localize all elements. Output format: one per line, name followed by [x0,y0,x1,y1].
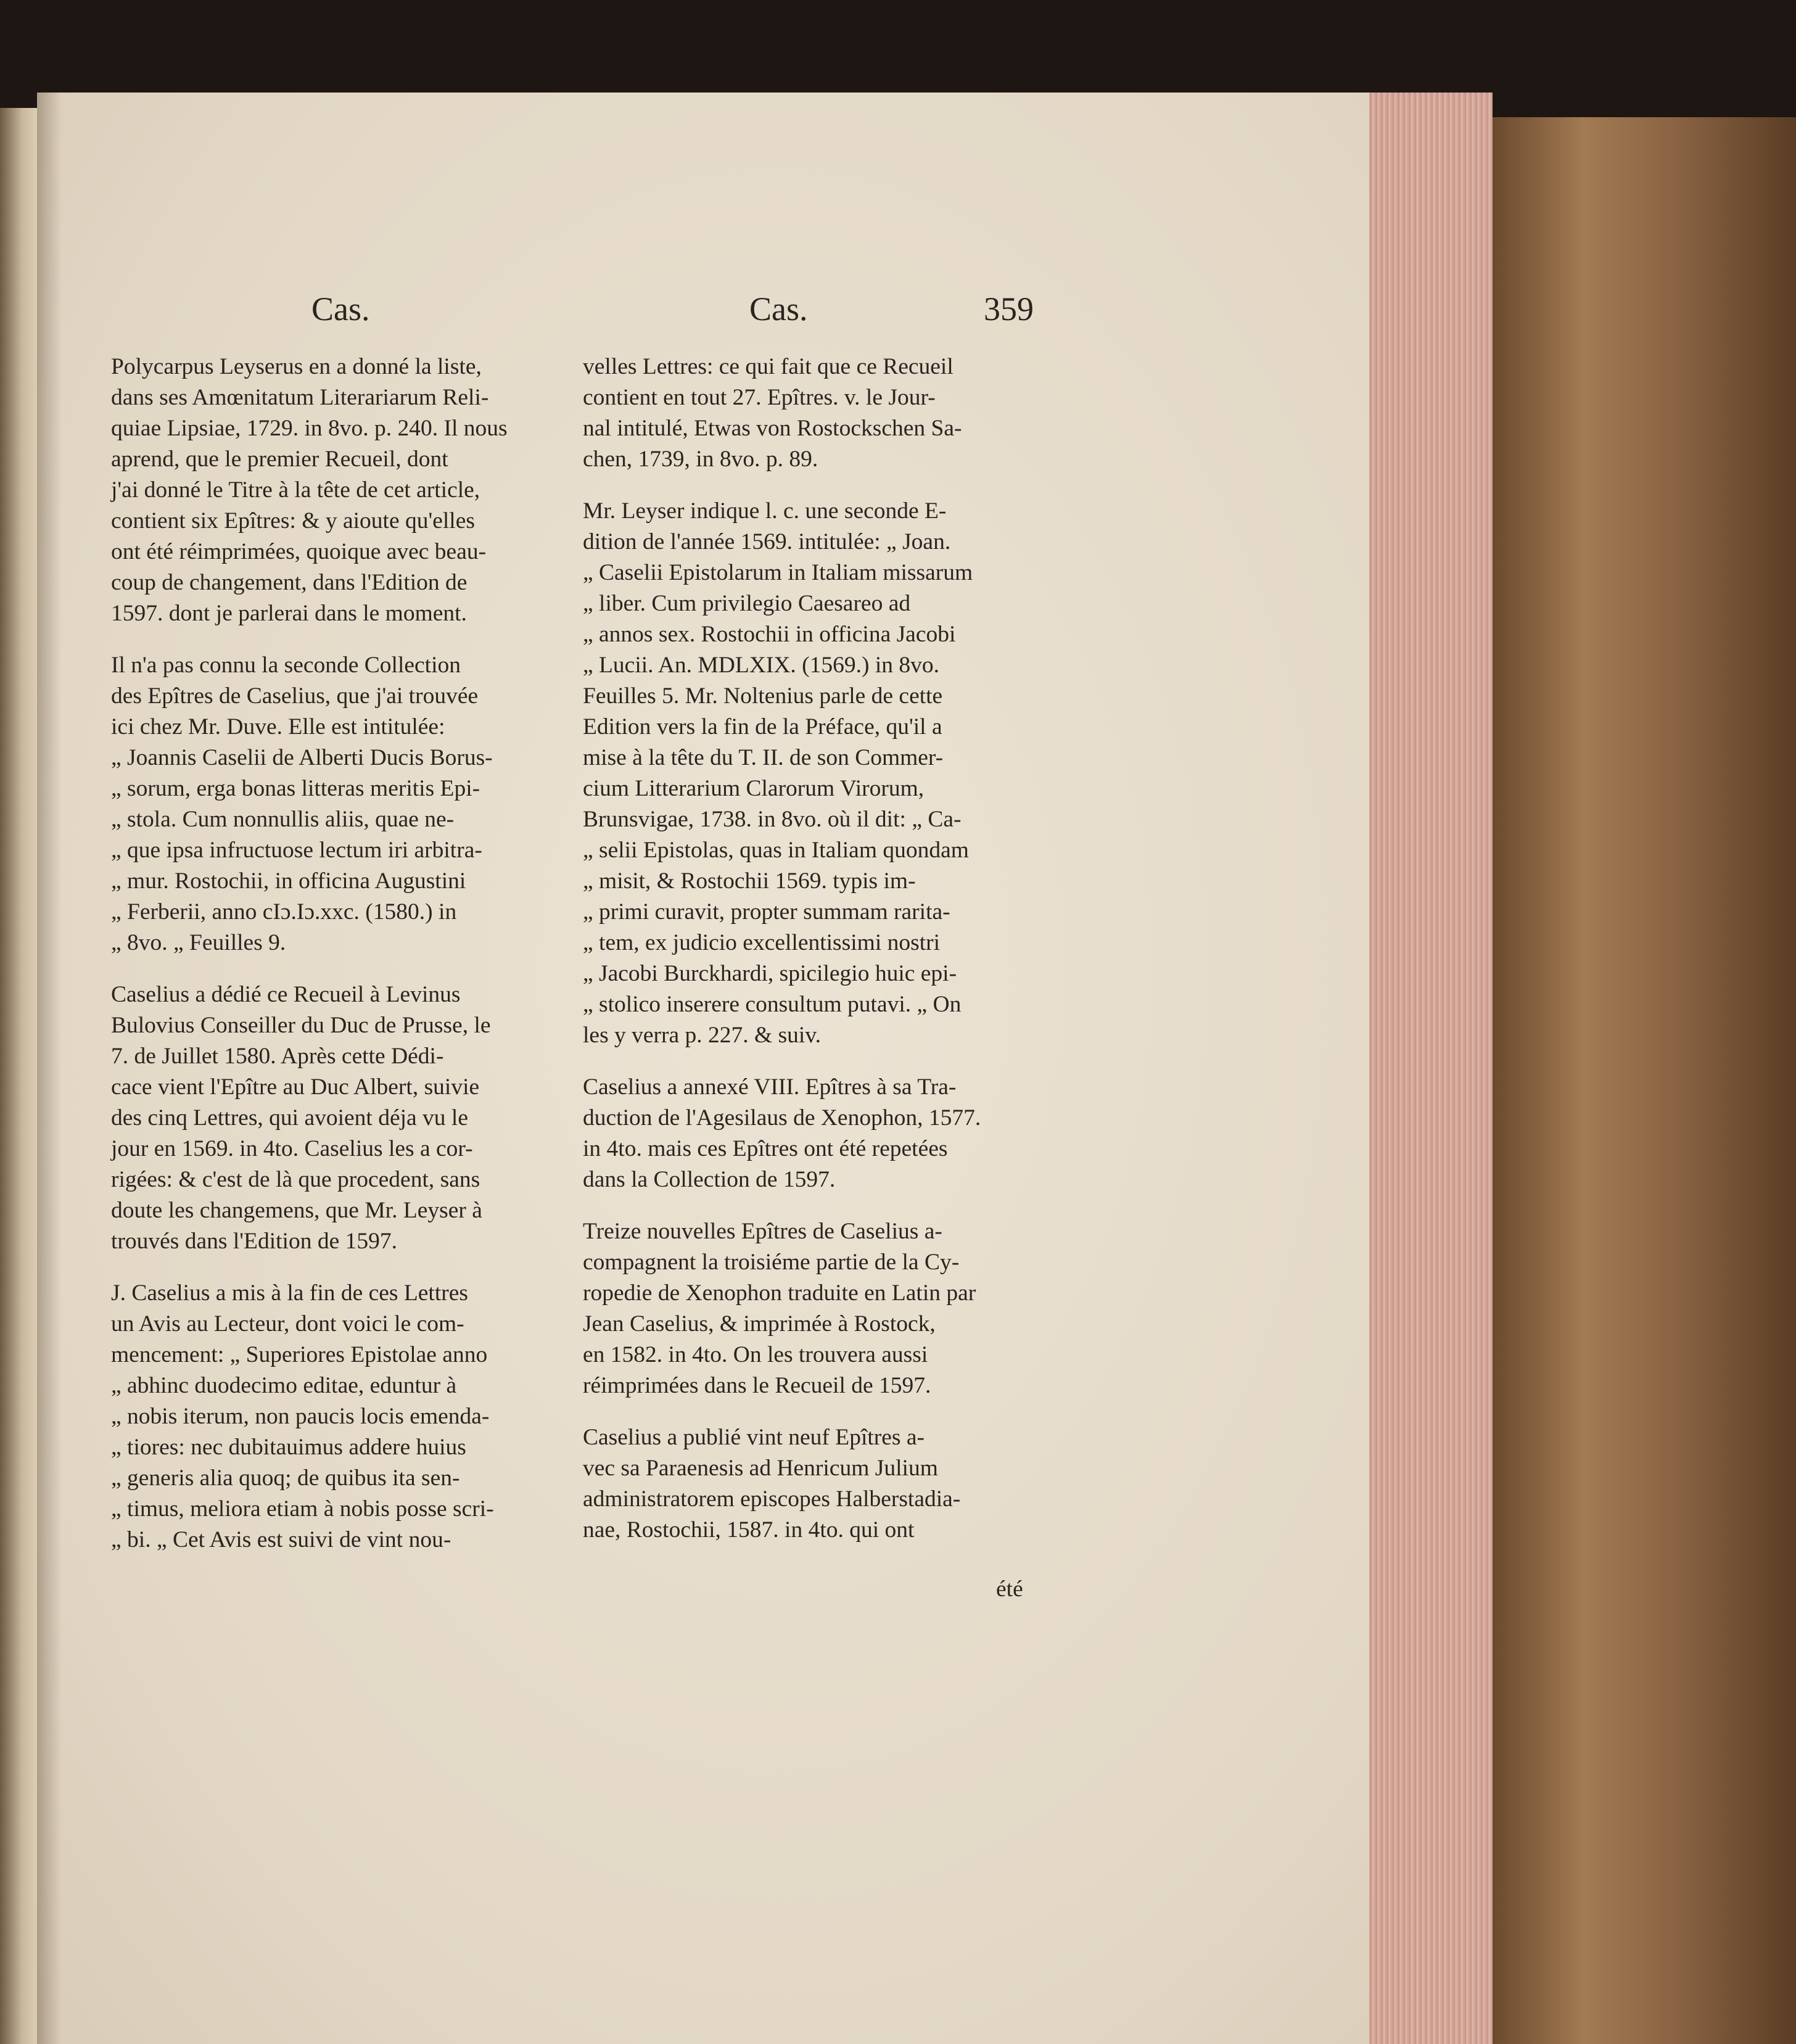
text-line: ici chez Mr. Duve. Elle est intitulée: [111,714,445,740]
paragraph [111,650,564,958]
text-line: „ stola. Cum nonnullis aliis, quae ne- [111,807,455,832]
text-line: „ nobis iterum, non paucis locis emenda- [111,1404,490,1429]
text-line: in 4to. mais ces Epîtres ont été repetées [583,1136,948,1161]
page-number: 359 [984,291,1034,328]
text-line: cium Litterarium Clarorum Virorum, [583,776,925,801]
text-line: Brunsvigae, 1738. in 8vo. où il dit: „ Ca- [583,807,962,832]
text-line: mencement: „ Superiores Epistolae anno [111,1342,488,1367]
text-line: dition de l'année 1569. intitulée: „ Joan. [583,529,951,554]
text-line: „ tiores: nec dubitauimus addere huius [111,1435,466,1460]
text-line: trouvés dans l'Edition de 1597. [111,1229,397,1254]
text-line: „ primi curavit, propter summam rarita- [583,899,950,925]
text-line: 7. de Juillet 1580. Après cette Dédi- [111,1044,444,1069]
paragraph [583,1422,1036,1546]
book-cover [1493,117,1796,2044]
text-line: „ selii Epistolas, quas in Italiam quondam [583,838,969,863]
text-line: aprend, que le premier Recueil, dont [111,447,448,472]
text-line: „ Jacobi Burckhardi, spicilegio huic epi- [583,961,957,986]
text-line: „ Lucii. An. MDLXIX. (1569.) in 8vo. [583,653,940,678]
text-line: „ Caselii Epistolarum in Italiam missarum [583,560,973,585]
text-line: „ abhinc duodecimo editae, eduntur à [111,1373,457,1398]
text-line: „ mur. Rostochii, in officina Augustini [111,868,466,894]
text-line: „ Ferberii, anno cIɔ.Iɔ.xxc. (1580.) in [111,899,457,925]
text-line: Bulovius Conseiller du Duc de Prusse, le [111,1013,491,1038]
text-line: Polycarpus Leyserus en a donné la liste, [111,354,482,379]
text-line: „ Joannis Caselii de Alberti Ducis Borus- [111,745,493,770]
text-line: jour en 1569. in 4to. Caselius les a cor- [111,1136,473,1161]
text-line: Mr. Leyser indique l. c. une seconde E- [583,498,947,524]
right-text-column [583,352,1036,1567]
text-line: Edition vers la fin de la Préface, qu'il a [583,714,942,740]
text-line: „ timus, meliora etiam à nobis posse scri- [111,1496,494,1522]
catchword: été [996,1576,1023,1602]
text-line: chen, 1739, in 8vo. p. 89. [583,447,818,472]
text-line: „ annos sex. Rostochii in officina Jacobi [583,622,956,647]
text-line: compagnent la troisiéme partie de la Cy- [583,1250,960,1275]
text-line: ropedie de Xenophon traduite en Latin par [583,1280,976,1306]
left-text-column [111,352,564,1576]
text-line: nal intitulé, Etwas von Rostockschen Sa- [583,416,962,441]
text-line: les y verra p. 227. & suiv. [583,1023,822,1048]
text-line: „ sorum, erga bonas litteras meritis Epi- [111,776,480,801]
text-line: J. Caselius a mis à la fin de ces Lettres [111,1280,468,1306]
text-line: doute les changemens, que Mr. Leyser à [111,1198,482,1223]
text-line: „ misit, & Rostochii 1569. typis im- [583,868,916,894]
paragraph [583,496,1036,1051]
text-line: cace vient l'Epître au Duc Albert, suivie [111,1074,480,1100]
paragraph [583,1072,1036,1195]
facing-page-edge [0,108,37,2044]
text-line: Caselius a annexé VIII. Epîtres à sa Tra- [583,1074,957,1100]
text-line: dans la Collection de 1597. [583,1167,836,1192]
text-line: velles Lettres: ce qui fait que ce Recueil [583,354,954,379]
text-line: rigées: & c'est de là que procedent, sans [111,1167,480,1192]
text-line: Il n'a pas connu la seconde Collection [111,653,461,678]
text-line: des cinq Lettres, qui avoient déja vu le [111,1105,468,1131]
text-line: „ tem, ex judicio excellentissimi nostri [583,930,941,955]
text-line: réimprimées dans le Recueil de 1597. [583,1373,931,1398]
text-line: Feuilles 5. Mr. Noltenius parle de cette [583,683,943,709]
running-head-left: Cas. [311,291,370,328]
paragraph [111,352,564,629]
text-line: „ 8vo. „ Feuilles 9. [111,930,286,955]
text-line: j'ai donné le Titre à la tête de cet article, [111,477,480,503]
text-line: Caselius a publié vint neuf Epîtres a- [583,1425,925,1450]
paragraph [583,1216,1036,1401]
paragraph [583,352,1036,475]
text-line: nae, Rostochii, 1587. in 4to. qui ont [583,1517,915,1543]
text-line: „ que ipsa infructuose lectum iri arbitra- [111,838,482,863]
text-line: „ stolico inserere consultum putavi. „ On [583,992,962,1017]
text-line: administratorem episcopes Halberstadia- [583,1486,961,1512]
text-line: mise à la tête du T. II. de son Commer- [583,745,944,770]
text-line: vec sa Paraenesis ad Henricum Julium [583,1456,938,1481]
page-block-edges [1369,93,1493,2044]
text-line: duction de l'Agesilaus de Xenophon, 1577. [583,1105,981,1131]
text-line: dans ses Amœnitatum Literariarum Reli- [111,385,489,410]
text-line: 1597. dont je parlerai dans le moment. [111,601,467,626]
running-head-center: Cas. [749,291,808,328]
gutter-shadow [37,93,62,2044]
text-line: des Epîtres de Caselius, que j'ai trouvée [111,683,479,709]
text-line: en 1582. in 4to. On les trouvera aussi [583,1342,928,1367]
text-line: contient en tout 27. Epîtres. v. le Jour- [583,385,936,410]
text-line: un Avis au Lecteur, dont voici le com- [111,1311,464,1337]
text-line: coup de changement, dans l'Edition de [111,570,468,595]
paragraph [111,979,564,1257]
text-line: ont été réimprimées, quoique avec beau- [111,539,487,564]
text-line: Jean Caselius, & imprimée à Rostock, [583,1311,936,1337]
text-line: „ generis alia quoq; de quibus ita sen- [111,1465,460,1491]
text-line: Treize nouvelles Epîtres de Caselius a- [583,1219,942,1244]
text-line: contient six Epîtres: & y aioute qu'elles [111,508,475,534]
text-line: Caselius a dédié ce Recueil à Levinus [111,982,461,1007]
text-line: „ liber. Cum privilegio Caesareo ad [583,591,911,616]
paragraph [111,1278,564,1556]
text-line: quiae Lipsiae, 1729. in 8vo. p. 240. Il nous [111,416,508,441]
text-line: „ bi. „ Cet Avis est suivi de vint nou- [111,1527,451,1552]
